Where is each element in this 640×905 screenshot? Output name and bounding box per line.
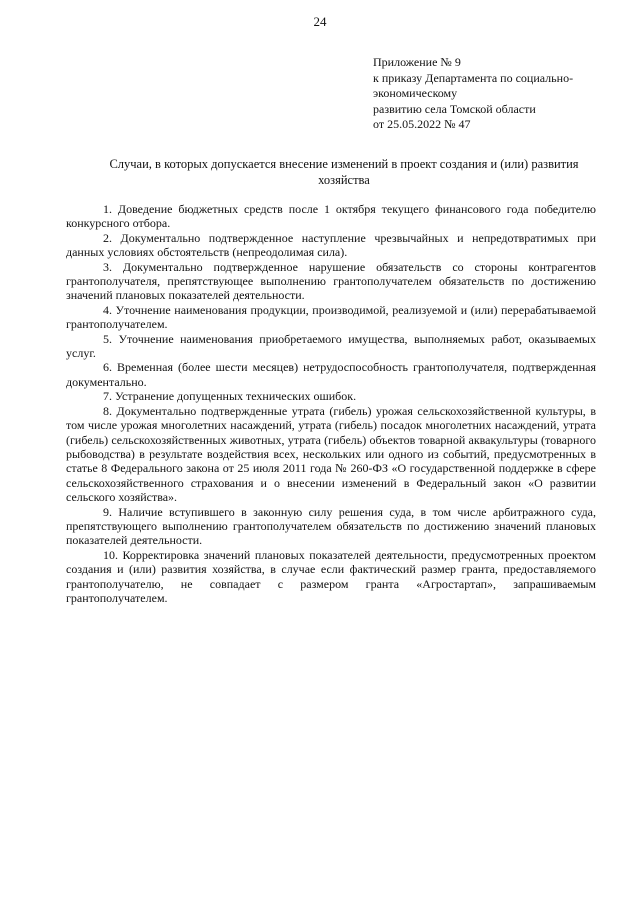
appendix-line: к приказу Департамента по социально- <box>373 70 574 85</box>
appendix-line: развитию села Томской области <box>373 101 536 116</box>
list-item: 8. Документально подтвержденные утрата (гибель) урожая сельскохозяйственной культуры, в том числе урожая многолетних насаждений, утрата (гибель) посадок многолетних насаждений, утрата (гибель) сельскохозяйственных животных, утрата (гибель) объектов товарной аквакультуры (товарного рыбоводства) в результате воздействия всех, нескольких или одного из событий, предусмотренных в статье 8 Федерального закона от 25 июля 2011 года № 260-ФЗ «О государственной поддержке в сфере сельскохозяйственного страхования и о внесении изменений в Федеральный закон «О развитии сельского хозяйства». <box>66 403 596 505</box>
list-item: 1. Доведение бюджетных средств после 1 октября текущего финансового года победителю конкурсного отбора. <box>66 202 596 231</box>
list-item: 6. Временная (более шести месяцев) нетрудоспособность грантополучателя, подтвержденная документально. <box>66 360 596 389</box>
list-item: 10. Корректировка значений плановых показателей деятельности, предусмотренных проектом создания и (или) развития хозяйства, в случае если фактический размер гранта, предоставляемого грантополучателю, не совпадает с размером гранта «Агростартап», запрашиваемым грантополучателем. <box>66 547 596 605</box>
document-title: Случаи, в которых допускается внесение изменений в проект создания и (или) развития хозяйства <box>109 157 579 187</box>
list-item: 9. Наличие вступившего в законную силу решения суда, в том числе арбитражного суда, препятствующего выполнению грантополучателем обязательств по достижению значений плановых показателей деятельности. <box>66 504 596 548</box>
list-item: 3. Документально подтвержденное нарушение обязательств со стороны контрагентов грантополучателя, препятствующее выполнению грантополучателем обязательств по достижению значений плановых показателей деятельности. <box>66 259 596 303</box>
appendix-header <box>373 55 613 133</box>
list-item: 5. Уточнение наименования приобретаемого имущества, выполняемых работ, оказываемых услуг. <box>66 331 596 361</box>
list-item: 4. Уточнение наименования продукции, производимой, реализуемой и (или) перерабатываемой грантополучателем. <box>66 302 596 332</box>
appendix-line: Приложение № 9 <box>373 55 461 69</box>
cases-list <box>66 202 596 605</box>
list-item: 2. Документально подтвержденное наступление чрезвычайных и непредотвратимых при данных условиях обстоятельств (непреодолимая сила). <box>66 230 596 260</box>
appendix-line: от 25.05.2022 № 47 <box>373 117 471 131</box>
page-number: 24 <box>313 14 327 29</box>
list-item: 7. Устранение допущенных технических ошибок. <box>103 389 357 404</box>
appendix-line: экономическому <box>373 86 458 100</box>
